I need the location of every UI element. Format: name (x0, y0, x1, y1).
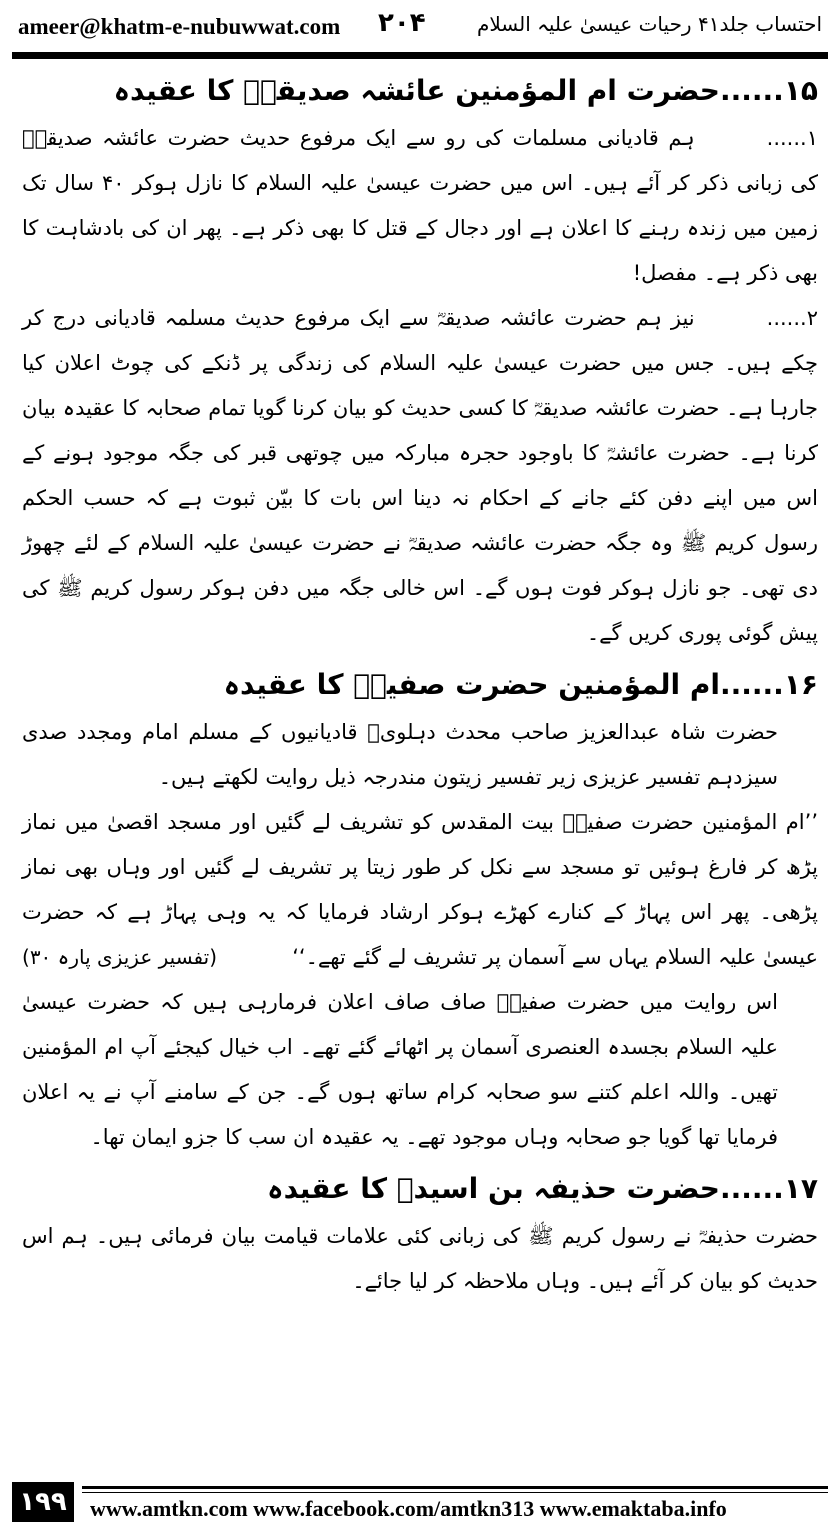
paragraph (22, 980, 818, 1160)
section-heading-15: ۱۵......حضرت ام المؤمنین عائشہ صدیقہؓ کا عقیدہ (113, 74, 818, 107)
section-heading-17: ۱۷......حضرت حذیفہ بن اسیدؓ کا عقیدہ (267, 1172, 818, 1205)
page-body (22, 62, 818, 1304)
footer-rule (82, 1486, 828, 1489)
quotation (22, 800, 818, 980)
paragraph-text: حضرت حذیفہؓ نے رسول کریم ﷺ کی زبانی کئی علامات قیامت بیان فرمائی ہیں۔ ہم اس حدیث کو بیان کر آئے ہیں۔ وہاں ملاحظہ کر لیا جائے۔ (22, 1224, 818, 1293)
footer-page-number: ۱۹۹ (12, 1482, 74, 1522)
header-email: ameer@khatm-e-nubuwwat.com (18, 14, 341, 39)
paragraph-text: نیز ہم حضرت عائشہ صدیقہؓ سے ایک مرفوع حدیث مسلمہ قادیانی درج کر چکے ہیں۔ جس میں حضرت عیسیٰ علیہ السلام کی زندگی پر ڈنکے کی چوٹ اعلان کیا جارہا ہے۔ حضرت عائشہ صدیقہؓ کا کسی حدیث کو بیان کرنا گویا تمام صحابہ کا عقیدہ بیان کرنا ہے۔ حضرت عائشہؓ کا باوجود حجرہ مبارکہ میں چوتھی قبر کی جگہ موجود ہونے کے اس میں اپنے دفن کئے جانے کے احکام نہ دینا اس بات کا بیّن ثبوت ہے کہ حسب الحکم رسول کریم ﷺ وہ جگہ حضرت عائشہ صدیقہؓ نے حضرت عیسیٰ علیہ السلام کے لئے چھوڑ دی تھی۔ جو نازل ہوکر فوت ہوں گے۔ اس خالی جگہ میں دفن ہوکر رسول کریم ﷺ کی پیش گوئی پوری کریں گے۔ (22, 306, 818, 645)
paragraph-marker: ۱...... (766, 126, 818, 150)
paragraph-text: ہم قادیانی مسلمات کی رو سے ایک مرفوع حدیث حضرت عائشہ صدیقہؓ کی زبانی ذکر کر آئے ہیں۔ اس میں حضرت عیسیٰ علیہ السلام کا نازل ہوکر ۴۰ سال تک زمین میں زندہ رہنے کا اعلان ہے اور دجال کے قتل کا بھی ذکر ہے۔ پھر ان کی بادشاہت کا بھی ذکر ہے۔ مفصل! (22, 126, 818, 285)
page-footer (12, 1480, 828, 1530)
footer-links: www.amtkn.com www.facebook.com/amtkn313 www.emaktaba.info (90, 1496, 727, 1521)
quotation-text: ’’ام المؤمنین حضرت صفیہؓ بیت المقدس کو تشریف لے گئیں اور مسجد اقصیٰ میں نماز پڑھ کر فارغ ہوئیں تو مسجد سے نکل کر طور زیتا پر تشریف لے گئیں اور وہاں بھی نماز پڑھی۔ پھر اس پہاڑ کے کنارے کھڑے ہوکر ارشاد فرمایا کہ یہ وہی پہاڑ ہے کہ حضرت عیسیٰ علیہ السلام یہاں سے آسمان پر تشریف لے گئے تھے۔‘‘ (22, 810, 818, 969)
section-heading-16: ۱۶......ام المؤمنین حضرت صفیہؓ کا عقیدہ (223, 668, 818, 701)
header-title: احتساب جلد۴۱ رحیات عیسیٰ علیہ السلام (476, 12, 822, 36)
paragraph (22, 116, 818, 296)
page-header (18, 8, 822, 48)
header-page-number: ۲۰۴ (378, 8, 426, 38)
paragraph (22, 296, 818, 656)
header-rule (12, 52, 828, 59)
paragraph (22, 1214, 818, 1304)
footer-rule-thin (82, 1492, 828, 1493)
paragraph-text: اس روایت میں حضرت صفیہؓ صاف صاف اعلان فرمارہی ہیں کہ حضرت عیسیٰ علیہ السلام بجسدہ العنصری آسمان پر اٹھائے گئے تھے۔ اب خیال کیجئے آپ ام المؤمنین تھیں۔ واللہ اعلم کتنے سو صحابہ کرام ساتھ ہوں گے۔ جن کے سامنے آپ نے یہ اعلان فرمایا تھا گویا جو صحابہ وہاں موجود تھے۔ یہ عقیدہ ان سب کا جزو ایمان تھا۔ (22, 990, 778, 1149)
paragraph (22, 710, 818, 800)
citation: (تفسیر عزیزی پارہ ۳۰) (22, 945, 218, 969)
paragraph-text: حضرت شاہ عبدالعزیز صاحب محدث دہلویؒ قادیانیوں کے مسلم امام ومجدد صدی سیزدہم تفسیر عزیزی زیر تفسیر زیتون مندرجہ ذیل روایت لکھتے ہیں۔ (22, 720, 778, 789)
paragraph-marker: ۲...... (766, 306, 818, 330)
